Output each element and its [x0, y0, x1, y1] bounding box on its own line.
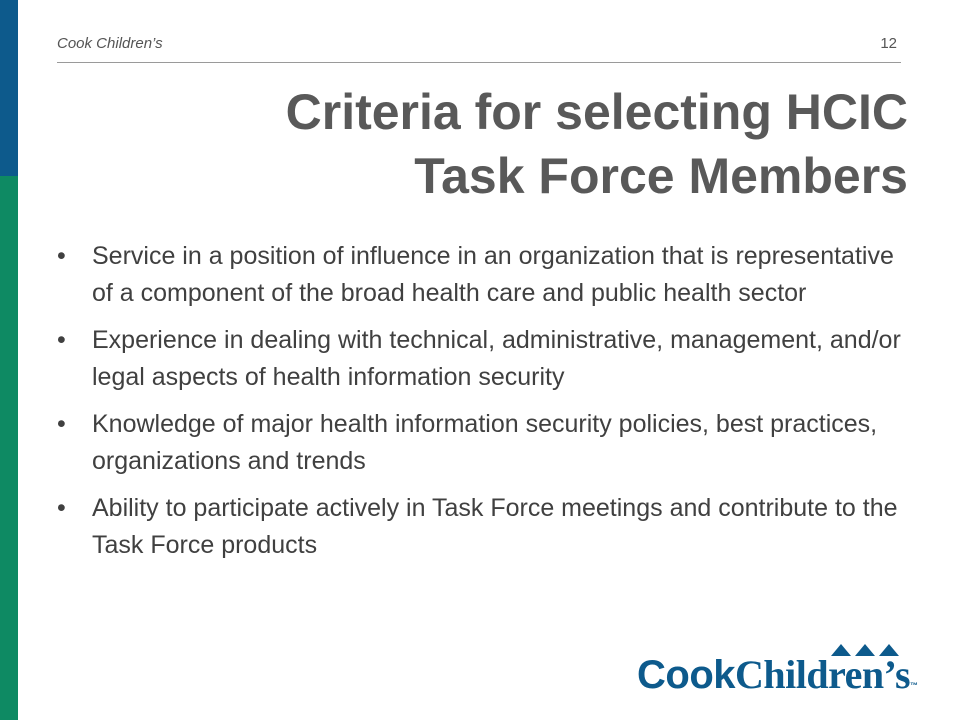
bullet-list: [57, 238, 907, 574]
bullet-text: Service in a position of influence in an organization that is representative of a component of the broad health care and public health sector: [92, 242, 894, 307]
bullet-text: Experience in dealing with technical, administrative, management, and/or legal aspects of health information security: [92, 326, 901, 391]
bullet-dot-icon: •: [57, 410, 66, 438]
slide-title: [148, 80, 908, 208]
bullet-text: Ability to participate actively in Task Force meetings and contribute to the Task Force products: [92, 494, 898, 559]
side-accent-bar-green: [0, 176, 18, 720]
logo-text-cook: Cook: [637, 653, 735, 697]
bullet-item: [57, 322, 907, 396]
bullet-dot-icon: •: [57, 326, 66, 354]
bullet-dot-icon: •: [57, 242, 66, 270]
logo-text-childrens: Children’s: [735, 652, 911, 697]
header-divider: [57, 62, 901, 63]
bullet-dot-icon: •: [57, 494, 66, 522]
bullet-text: Knowledge of major health information security policies, best practices, organizations and trends: [92, 410, 878, 475]
bullet-item: [57, 406, 907, 480]
side-accent-bar-blue: [0, 0, 18, 176]
logo-wordmark: [637, 650, 918, 711]
slide-title-line-1: Criteria for selecting HCIC: [285, 84, 908, 140]
logo-trademark: ™: [910, 681, 918, 690]
header-org-name: Cook Children’s: [57, 35, 163, 52]
bullet-item: [57, 490, 907, 564]
bullet-item: [57, 238, 907, 312]
cook-childrens-logo: [637, 642, 937, 702]
page-number: 12: [880, 35, 897, 52]
slide-title-line-2: Task Force Members: [414, 148, 908, 204]
